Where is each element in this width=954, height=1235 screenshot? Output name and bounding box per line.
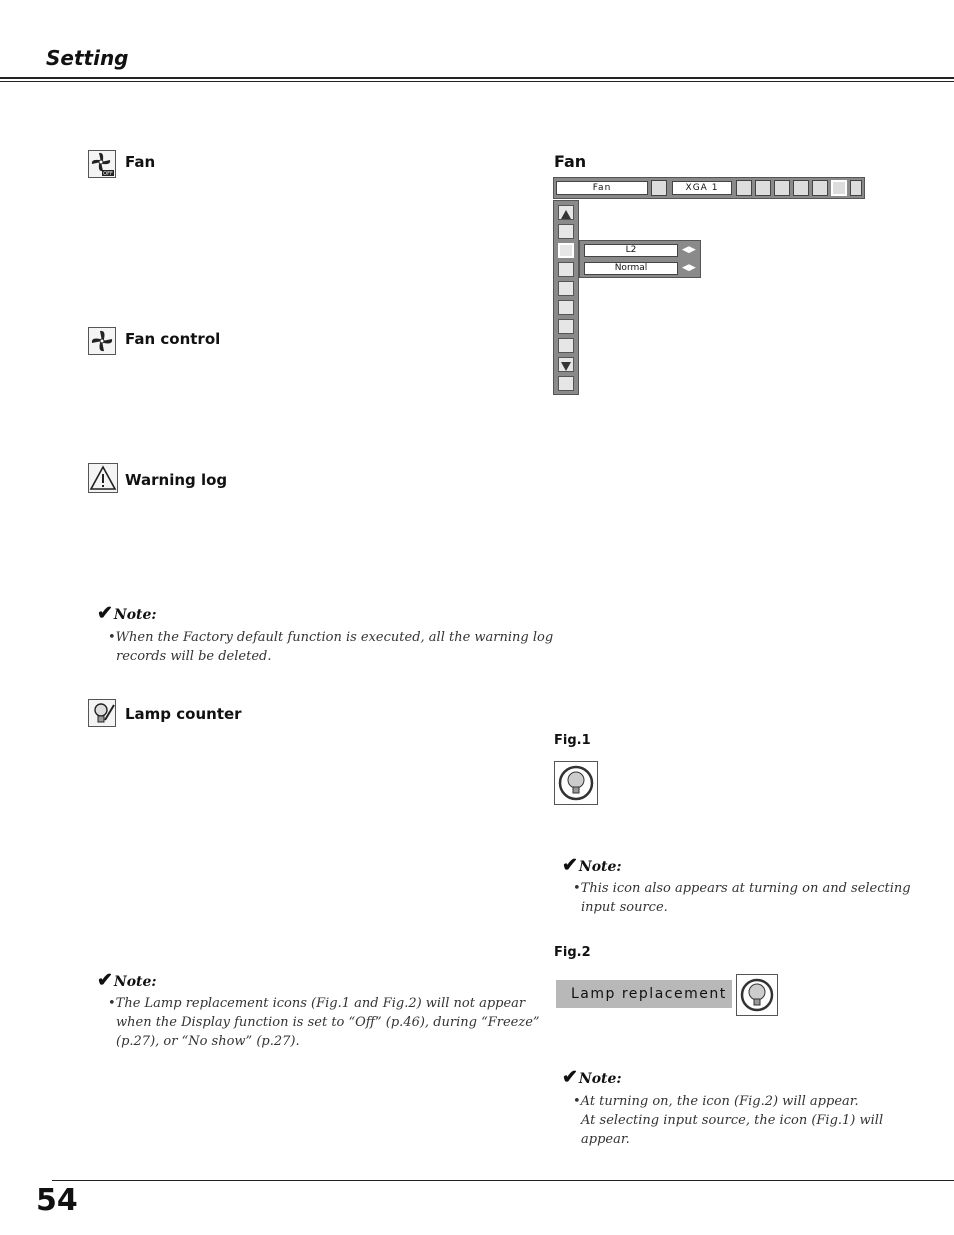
page-number: 54 [36,1183,78,1218]
footer-rule [52,1180,954,1181]
checkmark-icon: ✔ [562,854,578,876]
section-title-lamp-counter: Lamp counter [125,705,242,723]
figure-label: Fig.1 [554,733,591,748]
left-right-arrows-icon[interactable]: ◀▶ [682,263,696,273]
fan-options-panel [579,240,701,278]
header-rule [0,77,954,79]
section-title-fan: Fan [125,153,156,171]
scroll-up-icon[interactable] [558,205,574,220]
fan-control-option-field[interactable]: Normal [584,262,678,275]
screen-icon[interactable] [793,180,809,196]
lamp-replacement-icon [736,974,778,1016]
left-right-arrows-icon[interactable]: ◀▶ [682,245,696,255]
image-adjust-icon[interactable] [774,180,790,196]
menu-bar [553,177,865,199]
image-select-icon[interactable] [755,180,771,196]
filter-icon[interactable] [558,319,574,334]
setting-icon[interactable] [831,180,847,196]
source-field: XGA 1 [672,181,732,195]
checkmark-icon: ✔ [97,602,113,624]
lamp-replacement-icon [554,761,598,805]
fan-control-icon[interactable] [558,262,574,277]
scroll-down-icon[interactable] [558,357,574,372]
lamp-replacement-bar: Lamp replacement [556,980,732,1008]
submenu-column [553,200,579,395]
figure-title-fan: Fan [554,152,587,171]
note-heading: ✔Note: [97,602,157,624]
page-header-title: Setting [46,46,129,70]
note-heading: ✔Note: [562,1066,622,1088]
lamp-icon [88,699,116,727]
note-text [573,1092,883,1149]
note-heading: ✔Note: [562,854,622,876]
fan-icon [88,327,116,355]
counter-icon[interactable] [558,338,574,353]
exit-icon[interactable] [558,376,574,391]
note-text [573,879,911,917]
fan-icon[interactable] [558,243,574,258]
info-icon[interactable] [850,180,862,196]
note-heading: ✔Note: [97,969,157,991]
menu-label-field: Fan [556,181,648,195]
note-line: •At turning on, the icon (Fig.2) will appear. [573,1094,859,1109]
note-line: •When the Factory default function is executed, all the warning log [108,630,554,645]
section-title-warning-log: Warning log [125,471,228,489]
pc-adjust-icon[interactable] [736,180,752,196]
note-line: input source. [581,900,668,915]
note-line: •The Lamp replacement icons (Fig.1 and Fig.2) will not appear [108,996,526,1011]
section-title-fan-control: Fan control [125,330,221,348]
note-line: records will be deleted. [116,649,272,664]
checkmark-icon: ✔ [562,1066,578,1088]
checkmark-icon: ✔ [97,969,113,991]
sound-icon[interactable] [812,180,828,196]
fan-option-field[interactable]: L2 [584,244,678,257]
note-text [108,628,553,666]
note-line: (p.27), or “No show” (p.27). [116,1034,300,1049]
wrench-icon[interactable] [558,224,574,239]
input-icon[interactable] [651,180,667,196]
warning-triangle-icon[interactable] [558,281,574,296]
note-line: At selecting input source, the icon (Fig.1) will [581,1113,884,1128]
lamp-icon[interactable] [558,300,574,315]
svg-text:OFF: OFF [103,171,113,177]
header-rule-thin [0,81,954,82]
note-line: appear. [581,1132,630,1147]
note-line: •This icon also appears at turning on and selecting [573,881,911,896]
figure-label: Fig.2 [554,945,591,960]
fan-off-icon [88,150,116,178]
note-line: when the Display function is set to “Off” (p.46), during “Freeze” [116,1015,540,1030]
note-text [108,994,540,1051]
warning-triangle-icon [88,463,118,493]
